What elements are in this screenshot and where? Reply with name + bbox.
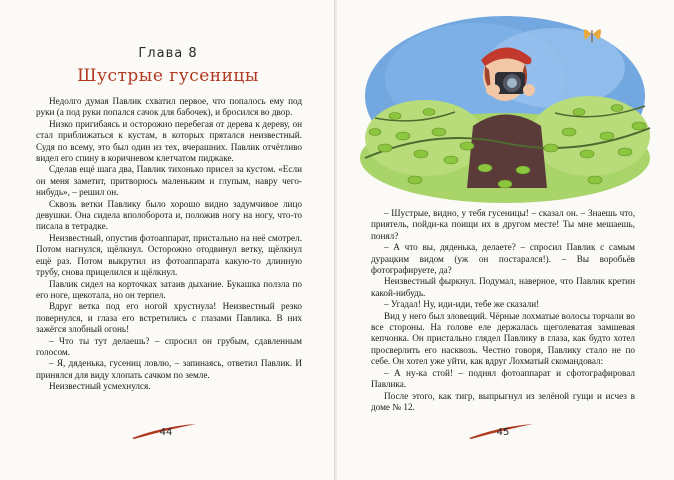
- paragraph: После этого, как тигр, выпрыгнул из зелёной гущи и исчез в доме № 12.: [371, 390, 635, 412]
- paragraph: Павлик сидел на корточках затаив дыхание. Букашка ползла по его ноге, щекотала, но он терпел.: [36, 278, 302, 300]
- chapter-title: Шустрые гусеницы: [77, 66, 259, 86]
- page-number-text: 45: [496, 427, 510, 438]
- paragraph: Недолго думая Павлик схватил первое, что попалось ему под руки (а под руки попался сачок для бабочек), и бросился во двор.: [36, 96, 302, 118]
- left-body-text: [36, 96, 302, 393]
- page-number-left: [130, 418, 200, 442]
- paragraph: – Что ты тут делаешь? – спросил он грубым, сдавленным голосом.: [36, 335, 302, 357]
- paragraph: Вдруг ветка под его ногой хрустнула! Неизвестный резко повернулся, и глаза его встретились с глазами Павлика. В них зажёгся злобный огонь!: [36, 301, 302, 335]
- paragraph: – Шустрые, видно, у тебя гусеницы! – сказал он. – Знаешь что, приятель, пойди-ка поищи их в другом месте! Ты мне мешаешь, понял?: [371, 208, 635, 241]
- paragraph: Низко пригибаясь и осторожно перебегая от дерева к дереву, он стал приближаться к кустам, в которых прятался неизвестный. Судя по всему, это был один из тех, вчерашних. Павлик отчётливо видел его спину в коричневом клетчатом пиджаке.: [36, 118, 302, 164]
- paragraph: Неизвестный фыркнул. Подумал, наверное, что Павлик кретин какой-нибудь.: [371, 276, 635, 298]
- left-page: [0, 0, 336, 480]
- paragraph: – А ну-ка стой! – поднял фотоаппарат и сфотографировал Павлика.: [371, 367, 635, 390]
- paragraph: Неизвестный, опустив фотоаппарат, пристально на неё смотрел. Потом нагнулся, щёлкнул. Осторожно отодвинул ветку, щёлкнул ещё раз. Потом выкрутил из фотоаппарата какую-то длинную трубу, снова прицелился и щёлкнул.: [36, 232, 302, 278]
- paragraph: – Я, дяденька, гусениц ловлю, – запинаясь, ответил Павлик. И принялся для виду хлопать сачком по земле.: [36, 358, 302, 380]
- chapter-number: Глава 8: [138, 46, 198, 61]
- paragraph: Сквозь ветки Павлику было хорошо видно задумчивое лицо девушки. Она сидела вполоборота и, положив ногу на ногу, что-то писала в тетрадке.: [36, 198, 302, 232]
- right-body-text: [371, 208, 635, 413]
- page-number-text: 44: [159, 427, 173, 438]
- paragraph: – А что вы, дяденька, делаете? – спросил Павлик с самым дурацким видом (уж он постарался!). – Вы воробьёв фотографируете, да?: [371, 242, 635, 276]
- paragraph: Неизвестный усмехнулся.: [49, 381, 151, 392]
- paragraph: Вид у него был зловещий. Чёрные лохматые волосы торчали во все стороны. На голове еле держалась щеголеватая замшевая кепчонка. Он пристально глядел Павлику в глаза, как будто хотел просверлить его насквозь. Честно говоря, Павлику стало не по себе. Он хотел уже уйти, как вдруг Лохматый скомандовал:: [371, 310, 635, 367]
- page-number-right: [467, 418, 537, 442]
- illustration-boy-with-camera: [355, 8, 655, 204]
- paragraph: – Угадал! Ну, иди-иди, тебе же сказали!: [384, 299, 540, 310]
- paragraph: Сделав ещё шага два, Павлик тихонько присел за кустом. «Если он меня заметит, притворюсь маленьким и глупым, навру чего-нибудь», – решил он.: [36, 164, 302, 198]
- right-page: [337, 0, 674, 480]
